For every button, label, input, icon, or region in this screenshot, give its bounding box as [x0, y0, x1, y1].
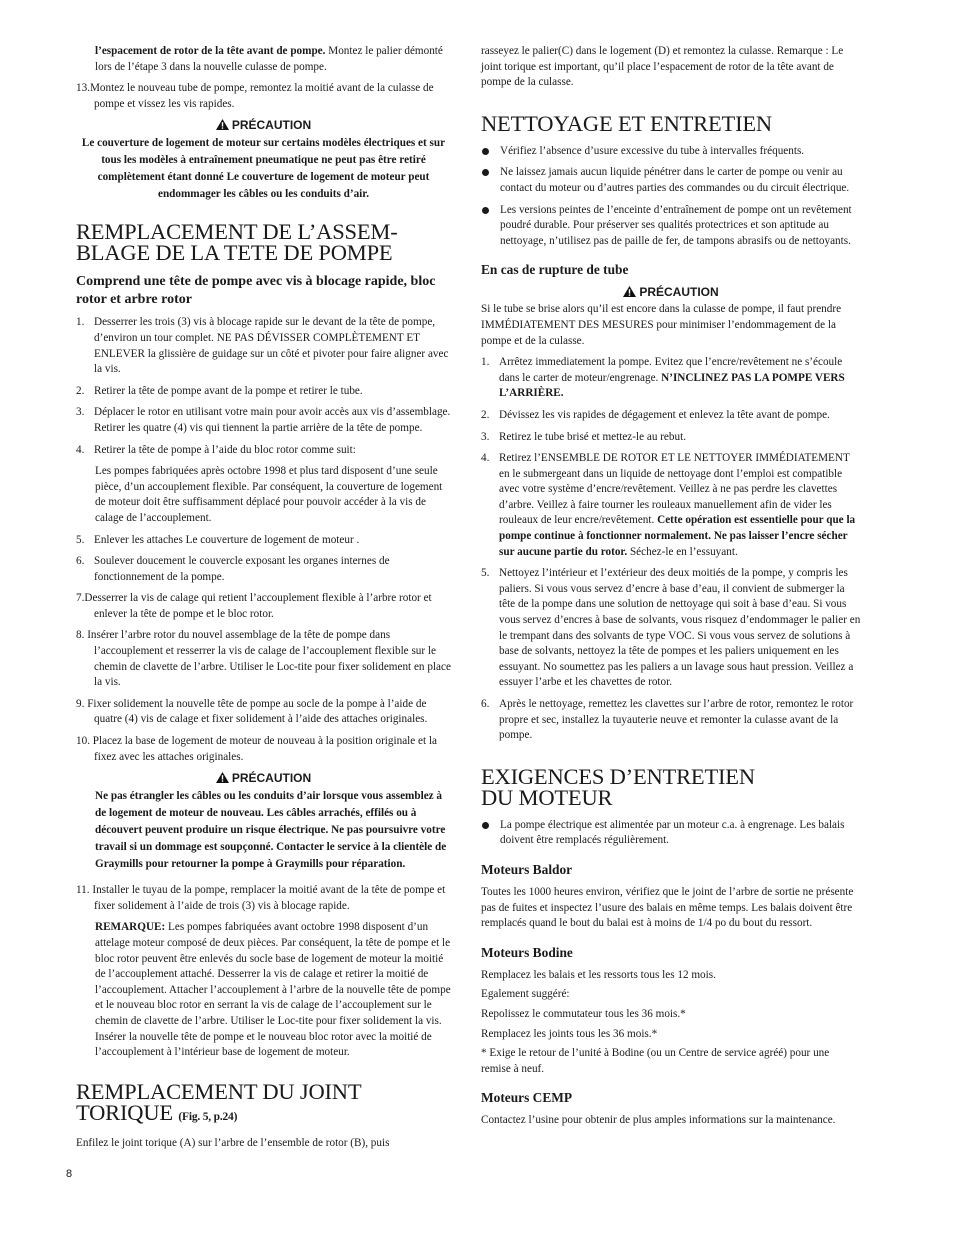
section-heading: EXIGENCES D’ENTRETIEN DU MOTEUR — [481, 763, 755, 810]
step-5: 5. Nettoyez l’intérieur et l’extérieur des deux moitiés de la pompe, y compris les paliers. Si vous vous servez d’encre à base d’eau, il convient de submerger la tête de la pompe dans une solution de nettoyage qui soit à base d’eau. Si vous vous servez d’encres à base de solvants, vous risquez d’endommager le palier en le trempant dans des solvants de type VOC. Si vous vous servez de solutions à base de solvants, nettoyez la tête de pompes et les paliers uniquement en les essuyant. No soumettez pas les paliers a un lavage sous haut pression. Veillez a essuyer l’arbe et les chavettes de rotor. — [481, 567, 861, 689]
step-item — [76, 384, 451, 400]
step-9: 9. Fixer solidement la nouvelle tête de pompe au socle de la pompe à l’aide de quatre (4) vis de calage et fixer solidement à l’aide des attaches originales. — [76, 697, 428, 726]
bodine-line: Repolissez le commutateur tous les 36 mois.* — [481, 1007, 686, 1020]
caution-text: Ne pas étrangler les câbles ou les conduits d’air lorsque vous assemblez à de logement de moteur de nouveau. Les câbles arrachés, effilés ou à découvert peuvent produire un risque électrique. Ne pas poursuivre votre travail si un dommage est soupçonné. Contacter le service à la clientèle de Graymills pour retourner la pompe à Graymills pour réparation. — [95, 790, 447, 871]
page-number: 8 — [66, 1168, 73, 1180]
step-text: Desserrer les trois (3) vis à blocage rapide sur le devant de la tête de pompe, d’environ un tour complet. NE PAS DÉVISSER COMPLÈTEMENT ET ENLEVER la glissière de guidage sur un côté et pivoter pour faire aligner avec la vis. — [94, 316, 449, 376]
caution-text: Le couverture de logement de moteur sur certains modèles électriques et sur tous les modèles à entraînement pneumatique ne peut pas être retiré complètement étant donné Le couverture de logement de moteur peut endommager les câbles ou les conduits d’air. — [81, 137, 446, 201]
bullet-item: Les versions peintes de l’enceinte d’entraînement de pompe ont un revêtement poudré durable. Pour préserver ses qualités protectrices et son aptitude au nettoyage, n’utilisez pas de paille de fer, de tampons abrasifs ou de nettoyants. — [481, 203, 861, 250]
section-subheading: Moteurs CEMP — [481, 1090, 573, 1106]
step-number: 4. — [76, 443, 85, 456]
section-subheading: Moteurs Baldor — [481, 861, 573, 877]
paragraph — [76, 44, 451, 75]
step-6: 6. Après le nettoyage, remettez les clavettes sur l’arbre de rotor, remontez le rotor propre et sec, installez la tuyauterie neuve et remonter la culasse avant de la pompe. — [481, 698, 854, 742]
step-8: 8. Insérer l’arbre rotor du nouvel assemblage de la tête de pompe dans l’accouplement et resserrer la vis de calage de l’accouplement flexible sur le chemin de clavette de l’arbre. Utiliser le Loc-tite pour fixer solidement en place la vis. — [76, 629, 451, 689]
bodine-line: * Exige le retour de l’unité à Bodine (ou un Centre de service agréé) pour une remise à neuf. — [481, 1047, 830, 1075]
step-text: Enlever les attaches Le couverture de logement de moteur . — [94, 533, 360, 546]
step-list — [76, 533, 451, 586]
step-item — [76, 554, 451, 585]
step-3: 3. Retirez le tube brisé et mettez-le au rebut. — [481, 430, 686, 443]
paragraph: Toutes les 1000 heures environ, vérifiez que le joint de l’arbre de sortie ne présente pas de fuites et inspectez l’usure des balais en même temps. Les balais doivent être remplacés quand le bout du balai est à moins de 1/4 po du bout du ressort. — [481, 885, 854, 930]
bold-text: l’espacement de rotor de la tête avant de pompe. — [95, 45, 326, 57]
step-text: Retirer la tête de pompe avant de la pompe et retirer le tube. — [94, 384, 363, 397]
paragraph: Enfilez le joint torique (A) sur l’arbre de l’ensemble de rotor (B), puis — [76, 1136, 390, 1149]
step-13: 13.Montez le nouveau tube de pompe, remontez la moitié avant de la culasse de pompe et vissez les vis rapides. — [76, 82, 434, 110]
paragraph: rasseyez le palier(C) dans le logement (D) et remontez la culasse. Remarque : Le joint torique est important, qu’il place l’espacement de rotor de la tête avant de pompe de la culasse. — [481, 45, 844, 89]
section-heading: NETTOYAGE ET ENTRETIEN — [481, 110, 772, 136]
section-subheading: En cas de rupture de tube — [481, 262, 629, 278]
caution-label: PRÉCAUTION — [231, 771, 312, 786]
warning-triangle-icon — [216, 772, 229, 783]
section-heading: REMPLACEMENT DU JOINT TORIQUE (Fig. 5, p.24) — [76, 1078, 362, 1125]
step-10: 10. Placez la base de logement de moteur de nouveau à la position originale et la fixez avec les attaches originales. — [76, 735, 437, 763]
step-text: Déplacer le rotor en utilisant votre main pour avoir accès aux vis d’assemblage. Retirer les quatre (4) vis qui tiennent la partie arrière de la tête de pompe. — [94, 406, 451, 434]
caution-label: PRÉCAUTION — [231, 118, 312, 133]
step-text: Retirer la tête de pompe à l’aide du bloc rotor comme suit: — [94, 443, 356, 456]
step-note: Les pompes fabriquées après octobre 1998 et plus tard disposent d’une seule pièce, d’un accouplement flexible. Par conséquent, la couverture de logement de moteur doit être suffisamment déplacé pour pouvoir accéder à la vis de calage de l’accouplement. — [95, 465, 443, 524]
bodine-list — [481, 968, 861, 1078]
caution-heading — [76, 771, 451, 785]
bullet-item: La pompe électrique est alimentée par un moteur c.a. à engrenage. Les balais doivent être remplacés régulièrement. — [481, 818, 861, 849]
step-2: 2. Dévissez les vis rapides de dégagement et enlevez la tête avant de pompe. — [481, 408, 830, 421]
paragraph: Si le tube se brise alors qu’il est encore dans la culasse de pompe, il faut prendre IMMÉDIATEMENT DES MESURES pour minimiser l’endommagement de la pompe et de la culasse. — [481, 303, 842, 347]
section-subheading: Moteurs Bodine — [481, 944, 573, 960]
step-number: 5. — [76, 533, 85, 546]
bullet-item: Ne laissez jamais aucun liquide pénétrer dans le carter de pompe ou venir au contact du moteur ou d’autres parties des commandes ou du circuit électrique. — [481, 165, 861, 196]
remark-label: REMARQUE: — [95, 921, 166, 934]
step-4: 4. Retirez l’ENSEMBLE DE ROTOR ET LE NETTOYER IMMÉDIATEMENT en le submergeant dans un liquide de nettoyage dont l’emploi est compatible avec votre système d’encre/revêtement. Veillez à ne pas perdre les clavettes d’arbre. Veillez à faire tourner les rouleaux manuellement afin de vider les rouleaux de leur encre/revêtement. Cette opération est essentielle pour que la pompe continue à fonctionner normalement. Ne pas laisser l’encre sécher sur aucune partie du rotor. Séchez-le en l’essuyant. — [481, 452, 856, 558]
left-column — [76, 44, 451, 1157]
paragraph: Contactez l’usine pour obtenir de plus amples informations sur la maintenance. — [481, 1114, 836, 1127]
step-item — [76, 443, 451, 459]
step-item — [76, 405, 451, 436]
caution-label: PRÉCAUTION — [639, 285, 719, 300]
bodine-line: Remplacez les joints tous les 36 mois.* — [481, 1027, 658, 1040]
text: Montez le palier démonté lors de l’étape 3 dans la nouvelle culasse de pompe. — [95, 45, 443, 73]
warning-triangle-icon — [216, 119, 229, 130]
right-column — [481, 44, 861, 1135]
step-number: 6. — [76, 555, 85, 568]
bodine-line: Egalement suggéré: — [481, 988, 570, 1001]
warning-triangle-icon — [623, 286, 636, 297]
section-subheading: Comprend une tête de pompe avec vis à blocage rapide, bloc rotor et arbre rotor — [76, 274, 436, 308]
figure-reference: (Fig. 5, p.24) — [178, 1110, 238, 1123]
step-list — [76, 315, 451, 458]
step-11: 11. Installer le tuyau de la pompe, remplacer la moitié avant de la tête de pompe et fixer solidement à l’aide de trois (3) vis à blocage rapide. — [76, 884, 446, 912]
step-number: 2. — [76, 384, 85, 397]
bodine-line: Remplacez les balais et les ressorts tous les 12 mois. — [481, 968, 716, 981]
step-number: 3. — [76, 406, 85, 419]
section-heading: REMPLACEMENT DE L’ASSEM- BLAGE DE LA TETE DE POMPE — [76, 219, 398, 266]
step-1: 1. Arrêtez immediatement la pompe. Evitez que l’encre/revêtement ne s’écoule dans le carter de moteur/engrenage. N’INCLINEZ PAS LA POMPE VERS L’ARRIÈRE. — [481, 356, 845, 400]
step-text: Soulever doucement le couvercle exposant les organes internes de fonctionnement de la pompe. — [94, 555, 390, 583]
bullet-item: Vérifiez l’absence d’usure excessive du tube à intervalles fréquents. — [481, 144, 861, 160]
remark — [76, 920, 451, 1060]
step-item — [76, 315, 451, 377]
step-number: 1. — [76, 316, 85, 329]
bullet-list — [481, 144, 861, 250]
caution-heading — [76, 118, 451, 132]
remark-text: Les pompes fabriquées avant octobre 1998 disposent d’un attelage moteur composé de deux pièces. Par conséquent, la tête de pompe et le bloc rotor peuvent être enlevés du socle base de logement de moteur la moitié de l’accouplement attaché. Desserrer la vis de calage et retirer la moitié de l’accouplement. Attacher l’accouplement à l’arbre de la nouvelle tête de pompe et le nouveau bloc rotor en serrant la vis de calage de l’accouplement sur le chemin de clavette de l’arbre. Utiliser le Loc-tite pour fixer solidement la vis. Insérer la nouvelle tête de pompe et le nouveau bloc rotor avec la moitié de l’accouplement à l’intérieur base de logement de moteur. — [95, 921, 451, 1059]
step-item — [76, 533, 451, 549]
step-7: 7.Desserrer la vis de calage qui retient l’accouplement flexible à l’arbre rotor et enlever la tête de pompe et le bloc rotor. — [76, 592, 432, 620]
caution-heading — [481, 285, 861, 299]
